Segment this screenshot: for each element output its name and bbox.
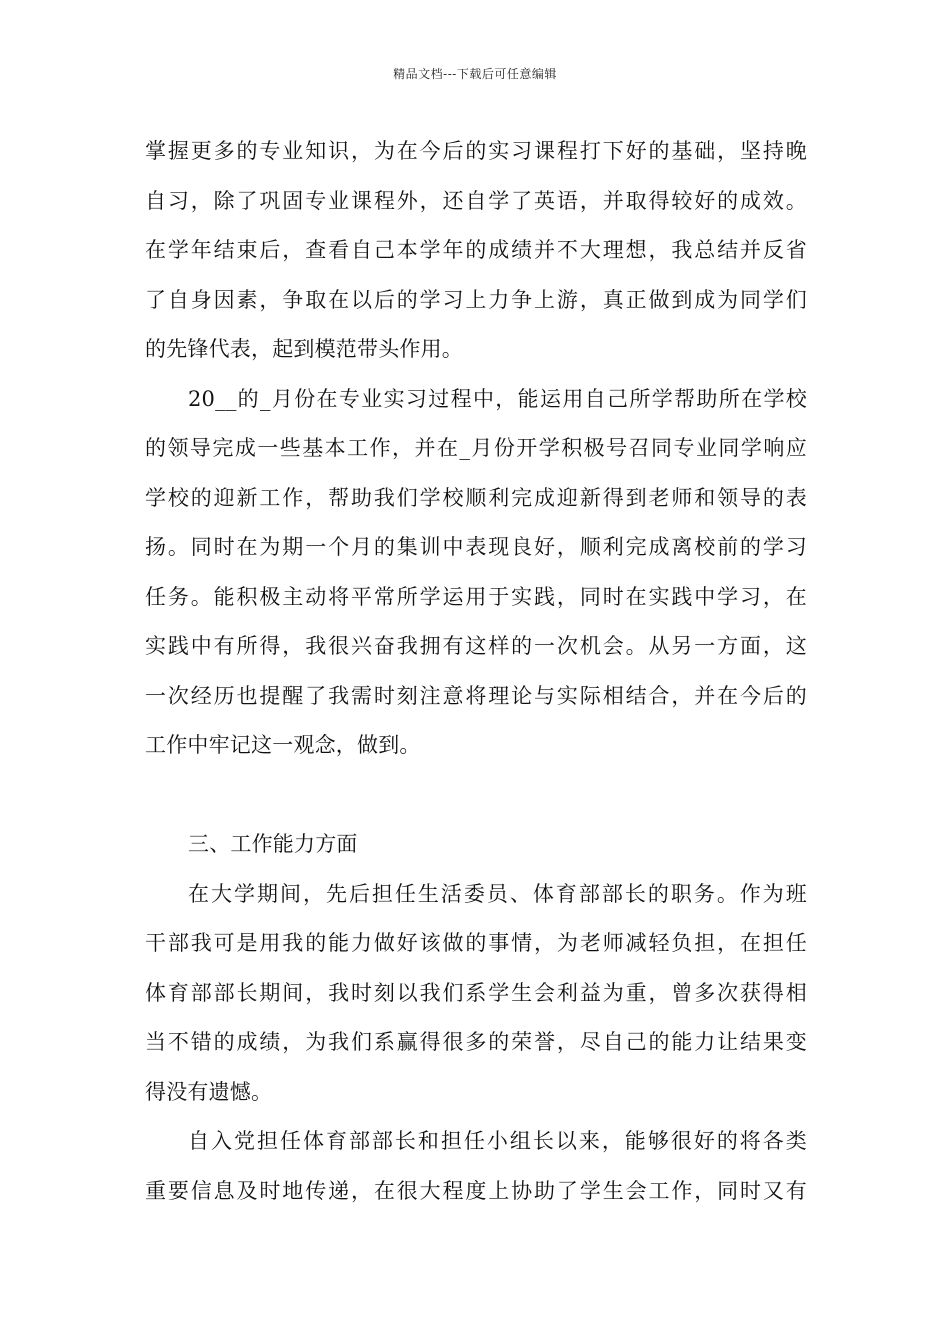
text-line: 扬。同时在为期一个月的集训中表现良好，顺利完成离校前的学习 bbox=[145, 535, 807, 559]
text-line: 实践中有所得，我很兴奋我拥有这样的一次机会。从另一方面，这 bbox=[145, 634, 807, 658]
text-line: 工作中牢记这一观念，做到。 bbox=[145, 733, 421, 757]
text-line: 得没有遗憾。 bbox=[145, 1079, 273, 1104]
text-line: 学校的迎新工作，帮助我们学校顺利完成迎新得到老师和领导的表 bbox=[145, 485, 807, 510]
text-line: 一次经历也提醒了我需时刻注意将理论与实际相结合，并在今后的 bbox=[145, 683, 807, 708]
text-line: 干部我可是用我的能力做好该做的事情，为老师减轻负担，在担任 bbox=[145, 931, 807, 955]
section-heading: 三、工作能力方面 bbox=[188, 832, 358, 856]
text-line: 了自身因素，争取在以后的学习上力争上游，真正做到成为同学们 bbox=[145, 287, 807, 312]
paragraph-gap bbox=[145, 771, 807, 821]
text-line: 在学年结束后，查看自己本学年的成绩并不大理想，我总结并反省 bbox=[145, 238, 807, 262]
text-line: 20__的_月份在专业实习过程中，能运用自己所学帮助所在学校 bbox=[188, 386, 807, 411]
text-line: 自习，除了巩固专业课程外，还自学了英语，并取得较好的成效。 bbox=[145, 188, 807, 213]
text-line: 自入党担任体育部部长和担任小组长以来，能够很好的将各类 bbox=[188, 1129, 807, 1153]
text-line: 的领导完成一些基本工作，并在_月份开学积极号召同专业同学响应 bbox=[145, 436, 807, 460]
text-line: 体育部部长期间，我时刻以我们系学生会利益为重，曾多次获得相 bbox=[145, 980, 807, 1005]
document-body bbox=[145, 127, 807, 1216]
text-line: 的先锋代表，起到模范带头作用。 bbox=[145, 337, 463, 361]
text-line: 当不错的成绩，为我们系赢得很多的荣誉，尽自己的能力让结果变 bbox=[145, 1030, 807, 1054]
page-header: 精品文档---下载后可任意编辑 bbox=[393, 67, 557, 81]
text-line: 掌握更多的专业知识，为在今后的实习课程打下好的基础，坚持晚 bbox=[145, 139, 807, 163]
text-line: 任务。能积极主动将平常所学运用于实践，同时在实践中学习，在 bbox=[145, 584, 807, 609]
text-line: 在大学期间，先后担任生活委员、体育部部长的职务。作为班 bbox=[188, 881, 807, 906]
text-line: 重要信息及时地传递，在很大程度上协助了学生会工作，同时又有 bbox=[145, 1178, 807, 1203]
